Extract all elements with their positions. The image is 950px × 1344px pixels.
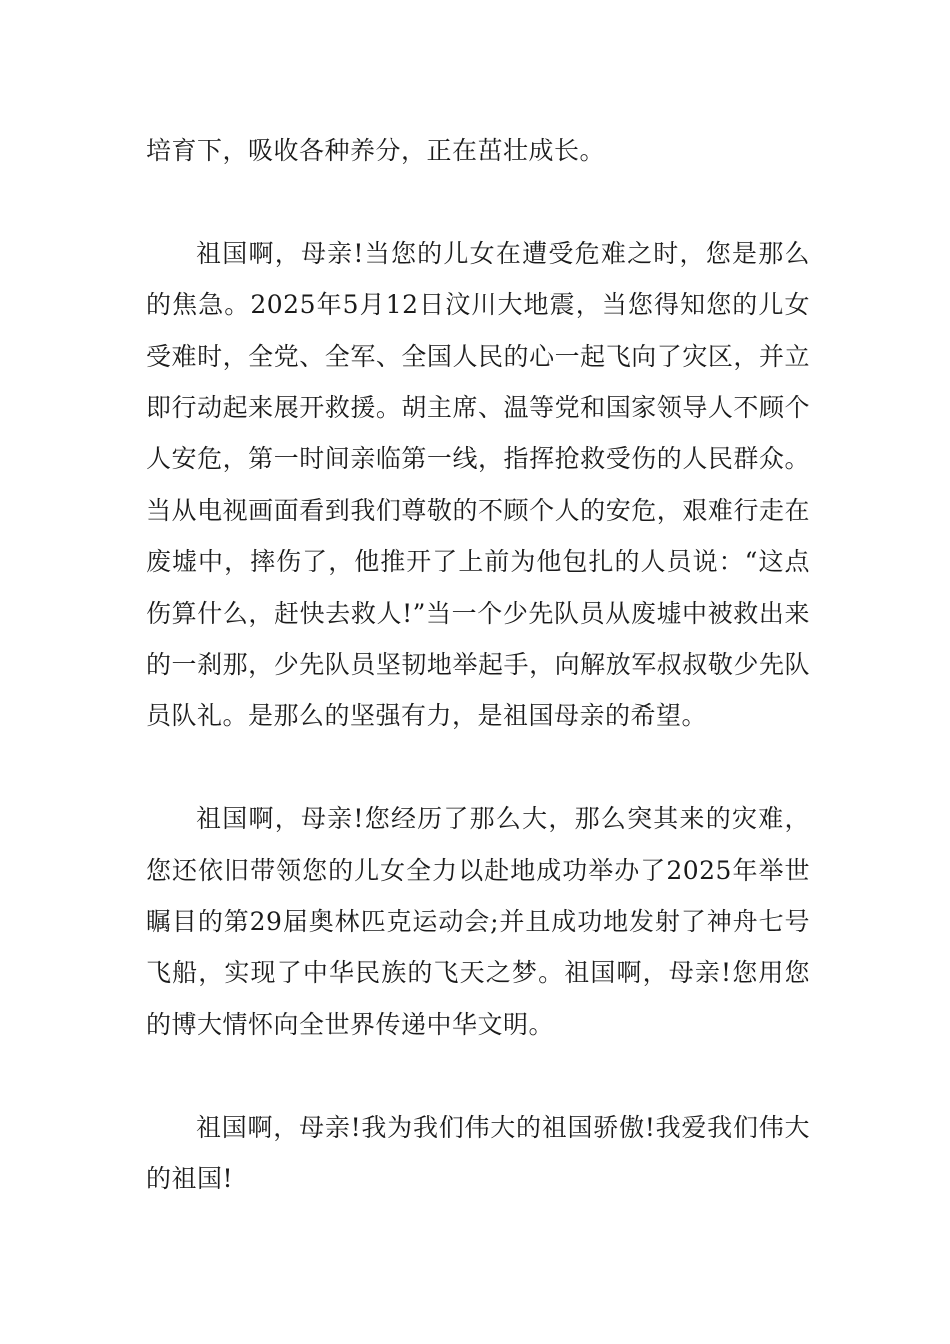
paragraph-earthquake: 祖国啊，母亲!当您的儿女在遭受危难之时，您是那么的焦急。2025年5月12日汶川大地震，当您得知您的儿女受难时，全党、全军、全国人民的心一起飞向了灾区，并立即行动起来展开救援。胡主席、温等党和国家领导人不顾个人安危，第一时间亲临第一线，指挥抢救受伤的人民群众。当从电视画面看到我们尊敬的不顾个人的安危，艰难行走在废墟中，摔伤了，他推开了上前为他包扎的人员说：“这点伤算什么，赶快去救人!”当一个少先队员从废墟中被救出来的一刹那，少先队员坚韧地举起手，向解放军叔叔敬少先队员队礼。是那么的坚强有力，是祖国母亲的希望。 bbox=[146, 238, 810, 731]
paragraph-olympics: 祖国啊，母亲!您经历了那么大，那么突其来的灾难，您还依旧带领您的儿女全力以赴地成功举办了2025年举世瞩目的第29届奥林匹克运动会;并且成功地发射了神舟七号飞船，实现了中华民族的飞天之梦。祖国啊，母亲!您用您的博大情怀向全世界传递中华文明。 bbox=[146, 804, 810, 1039]
paragraph-closing: 祖国啊，母亲!我为我们伟大的祖国骄傲!我爱我们伟大的祖国! bbox=[146, 1112, 810, 1194]
paragraph-continuation: 培育下，吸收各种养分，正在茁壮成长。 bbox=[146, 136, 606, 165]
document-body bbox=[146, 125, 810, 1204]
